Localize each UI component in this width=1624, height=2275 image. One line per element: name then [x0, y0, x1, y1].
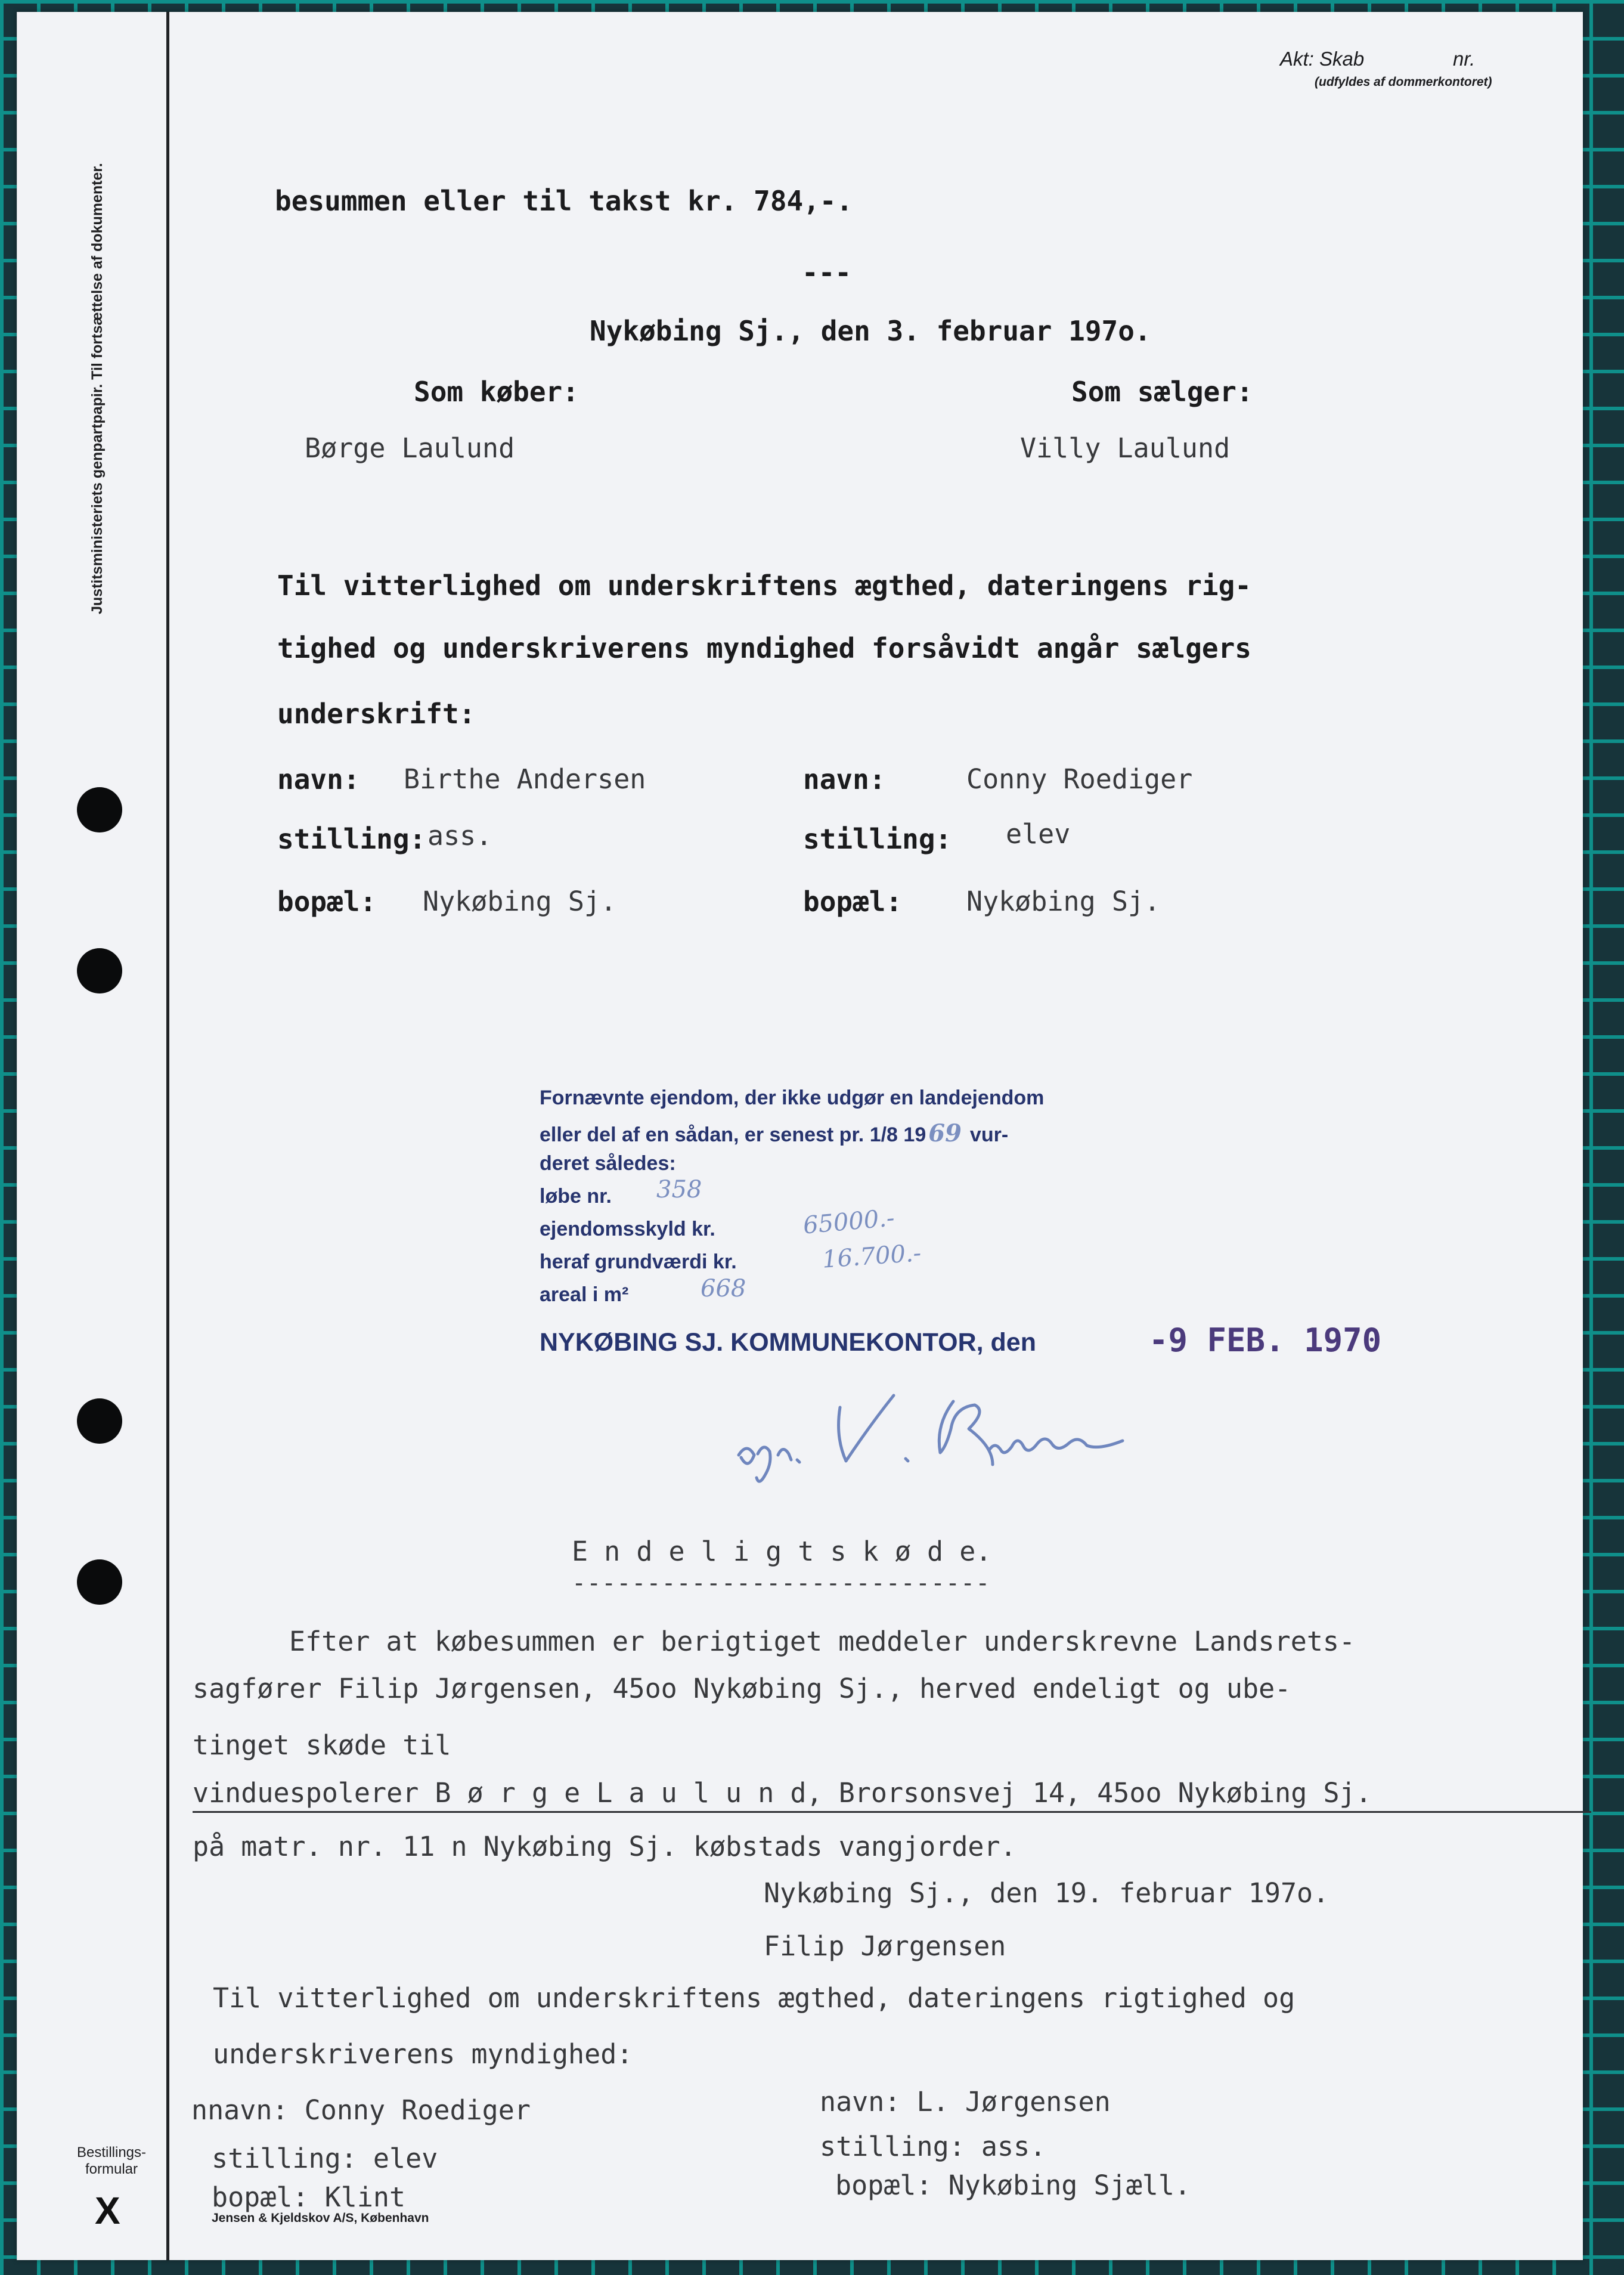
bottom-right-stilling: stilling: ass.: [820, 2131, 1046, 2162]
deed-signer: Filip Jørgensen: [764, 1930, 1006, 1962]
buyer-label: Som køber:: [414, 376, 579, 408]
w2-bopael-label: bopæl:: [803, 886, 903, 918]
punch-hole: [77, 787, 122, 832]
bottom-left-navn: nnavn: Conny Roediger: [191, 2094, 531, 2126]
deed-place-date: Nykøbing Sj., den 19. februar 197o.: [764, 1877, 1329, 1909]
stamp-skyld-label: ejendomsskyld kr.: [540, 1218, 715, 1240]
deed-para-2: sagfører Filip Jørgensen, 45oo Nykøbing Sj., herved endeligt og ube-: [193, 1673, 1291, 1704]
seller-name: Villy Laulund: [1020, 432, 1231, 464]
printer-imprint: Jensen & Kjeldskov A/S, København: [212, 2211, 429, 2225]
w1-navn: Birthe Andersen: [404, 763, 646, 795]
margin-rule: [166, 12, 169, 2260]
place-date: Nykøbing Sj., den 3. februar 197o.: [590, 315, 1151, 347]
stamp-grund-value: 16.700.-: [821, 1239, 922, 1274]
stamp-skyld-value: 65000.-: [802, 1204, 896, 1240]
order-form-label: [58, 2144, 165, 2178]
stamp-line-1: Fornævnte ejendom, der ikke udgør en landejendom: [540, 1087, 1045, 1109]
margin-vertical-text: Justitsministeriets genpartpapir. Til fortsættelse af dokumenter.: [89, 163, 106, 614]
deed-witness-1: Til vitterlighed om underskriftens ægthed, dateringens rigtighed og: [213, 1982, 1296, 2014]
w1-stilling-label: stilling:: [277, 823, 426, 855]
stamp-date: -9 FEB. 1970: [1149, 1321, 1382, 1359]
akt-note: (udfyldes af dommerkontoret): [1315, 75, 1492, 89]
stamp-grund-label: heraf grundværdi kr.: [540, 1251, 737, 1273]
order-form-label-1: Bestillings-: [76, 2144, 147, 2161]
w2-navn: Conny Roediger: [966, 763, 1193, 795]
akt-label: Akt: Skab: [1280, 48, 1365, 70]
bottom-right-navn: navn: L. Jørgensen: [820, 2086, 1111, 2118]
stamp-line-2-prefix: eller del af en sådan, er senest pr. 1/8 19: [540, 1123, 926, 1146]
stamp-office: NYKØBING SJ. KOMMUNEKONTOR, den: [540, 1328, 1036, 1357]
stamp-lobe-label: løbe nr.: [540, 1185, 612, 1208]
w1-navn-label: navn:: [277, 763, 360, 796]
stamp-lobe-value: 358: [656, 1176, 702, 1203]
punch-hole: [77, 1398, 122, 1444]
witness-line-2: tighed og underskriverens myndighed forsåvidt angår sælgers: [277, 632, 1251, 664]
stamp-line-2: [540, 1119, 1008, 1147]
stamp-year-hand: 69: [928, 1119, 962, 1147]
w2-stilling: elev: [1006, 818, 1071, 850]
witness-line-3: underskrift:: [277, 698, 476, 730]
punch-hole: [77, 948, 122, 993]
w2-stilling-label: stilling:: [803, 823, 952, 855]
deed-para-4: vinduespolerer B ø r g e L a u l u n d, Brorsonsvej 14, 45oo Nykøbing Sj.: [193, 1777, 1591, 1813]
punch-hole: [77, 1559, 122, 1605]
w2-bopael: Nykøbing Sj.: [966, 886, 1161, 917]
witness-line-1: Til vitterlighed om underskriftens ægthed, dateringens rig-: [277, 569, 1251, 602]
seller-label: Som sælger:: [1071, 376, 1253, 408]
stamp-line-3: deret således:: [540, 1152, 676, 1175]
deed-title-underline: ----------------------------: [572, 1570, 991, 1597]
w1-bopael: Nykøbing Sj.: [423, 886, 617, 917]
w2-navn-label: navn:: [803, 763, 886, 796]
bottom-left-stilling: stilling: elev: [212, 2143, 438, 2174]
order-form-mark: X: [95, 2189, 120, 2232]
price-line: besummen eller til takst kr. 784,-.: [275, 185, 853, 217]
bottom-right-bopael: bopæl: Nykøbing Sjæll.: [835, 2169, 1191, 2201]
deed-witness-2: underskriverens myndighed:: [213, 2038, 633, 2070]
w1-bopael-label: bopæl:: [277, 886, 377, 918]
buyer-name: Børge Laulund: [305, 432, 515, 464]
deed-para-5: på matr. nr. 11 n Nykøbing Sj. købstads vangjorder.: [193, 1831, 1016, 1862]
stamp-areal-label: areal i m²: [540, 1283, 629, 1306]
deed-title: E n d e l i g t s k ø d e.: [572, 1536, 992, 1567]
akt-nr: nr.: [1453, 48, 1476, 70]
deed-para-3: tinget skøde til: [193, 1729, 451, 1761]
stamp-line-2-suffix: vur-: [969, 1123, 1009, 1146]
bottom-left-bopael: bopæl: Klint: [212, 2181, 406, 2213]
document-page: [17, 12, 1583, 2260]
order-form-label-2: formular: [85, 2161, 138, 2177]
w1-stilling: ass.: [427, 820, 492, 852]
handwritten-signature: [727, 1383, 1204, 1497]
separator: ---: [802, 256, 852, 289]
deed-para-1: Efter at købesummen er berigtiget meddeler underskrevne Landsrets-: [289, 1626, 1356, 1657]
stamp-areal-value: 668: [701, 1275, 746, 1302]
